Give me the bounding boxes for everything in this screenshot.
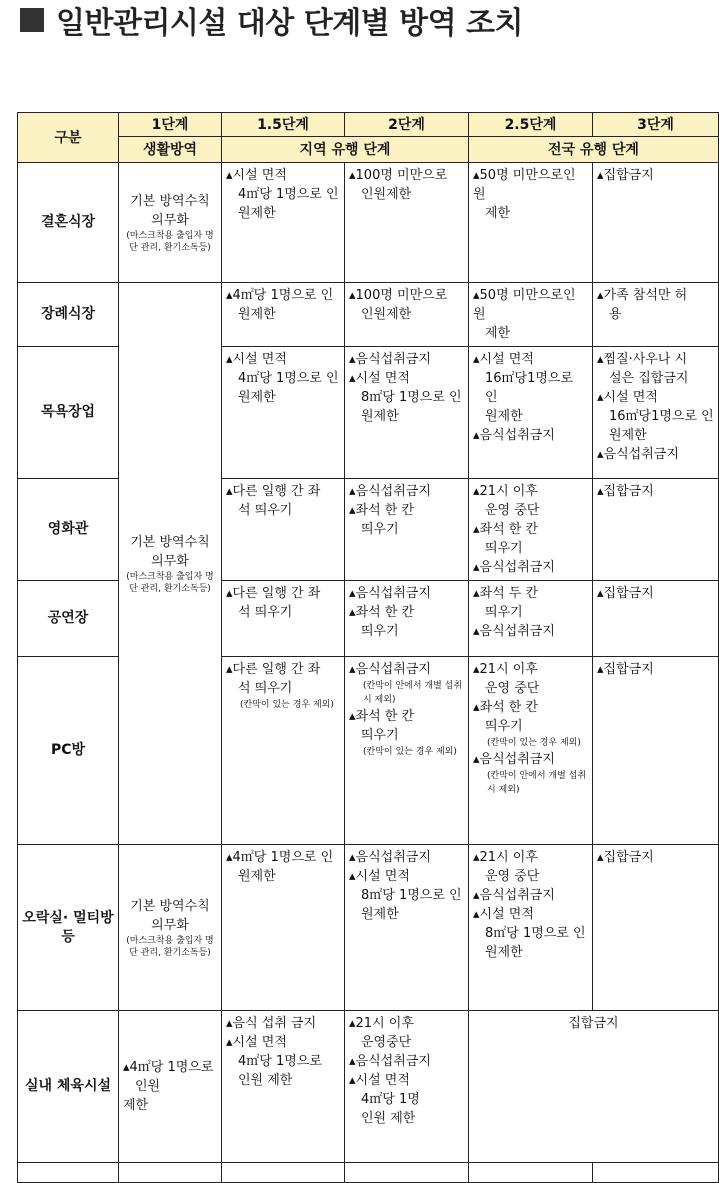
cell-l3 (593, 581, 719, 657)
measure-line: 제한 (123, 1098, 149, 1113)
measure-line: ▴음식섭취금지 (349, 850, 431, 865)
header-row-levels (18, 113, 719, 137)
cell-l3 (593, 347, 719, 479)
measure-line: ▴50명 미만으로인원 (473, 288, 576, 322)
cell-l25 (469, 845, 593, 1011)
measure-line: ▴집합금지 (597, 484, 654, 499)
level-2-header: 2단계 (345, 113, 469, 137)
measure-line: ▴4㎡당 1명으로 인 (226, 850, 334, 865)
measure-line: 4㎡당 1명으로 인 (238, 371, 339, 386)
phase-regional-header: 지역 유행 단계 (222, 137, 469, 163)
measure-line: 원제한 (485, 945, 523, 960)
measure-line: 석 띄우기 (238, 503, 293, 518)
measure-line: 8㎡당 1명으로 인 (361, 390, 462, 405)
basic-rules-cell (119, 283, 222, 845)
measure-line: 제한 (485, 326, 511, 341)
cell-l3 (593, 845, 719, 1011)
page-title (20, 0, 523, 40)
cell-l15 (222, 347, 345, 479)
cell-l2 (345, 657, 469, 845)
cell-l3 (593, 657, 719, 845)
cell-l3 (593, 479, 719, 581)
level-1-header: 1단계 (119, 113, 222, 137)
measure-line: ▴음식섭취금지 (349, 484, 431, 499)
measure-line: ▴음식 섭취 금지 (226, 1016, 317, 1031)
measure-line: 인원 제한 (361, 1111, 416, 1126)
header-row-phases (18, 137, 719, 163)
measure-line: ▴집합금지 (597, 168, 654, 183)
measure-line: ▴음식섭취금지 (473, 888, 555, 903)
cell-l15 (222, 657, 345, 845)
measure-line: ▴집합금지 (597, 850, 654, 865)
measure-line: 띄우기 (361, 522, 399, 537)
row-header-cinema: 영화관 (18, 479, 119, 581)
row-header-funeral: 장례식장 (18, 283, 119, 347)
measure-line: 운영 중단 (485, 681, 540, 696)
phase-daily-header: 생활방역 (119, 137, 222, 163)
measure-note: (칸막이 안에서 개별 섭취 시 제외) (363, 681, 463, 705)
measure-line: 띄우기 (485, 541, 523, 556)
measure-line: 설은 집합금지 (609, 371, 689, 386)
basic-rules-main: 기본 방역수칙 의무화 (130, 534, 210, 569)
measure-line: 제한 (485, 206, 511, 221)
measure-line: ▴다른 일행 간 좌 (226, 484, 321, 499)
measure-line: ▴시설 면적 (226, 1035, 287, 1050)
measure-line: ▴4㎡당 1명으로 인 (226, 288, 334, 303)
table-row (18, 283, 719, 347)
table-row-cut (18, 1163, 719, 1183)
measure-line: ▴음식섭취금지 (473, 560, 555, 575)
measure-line: 용 (609, 307, 622, 322)
square-bullet-icon (20, 8, 44, 32)
measure-line: 원제한 (238, 390, 276, 405)
measure-line: ▴시설 면적 (349, 1073, 410, 1088)
measure-line: ▴21시 이후 (473, 484, 538, 499)
page-title-text: 일반관리시설 대상 단계별 방역 조치 (56, 6, 523, 41)
cell-l15 (222, 1011, 345, 1163)
basic-rules-cell (119, 163, 222, 283)
measure-line: 석 띄우기 (238, 605, 293, 620)
cell-l25 (469, 163, 593, 283)
table-row (18, 845, 719, 1011)
measure-line: ▴시설 면적 (597, 390, 658, 405)
measure-line: 인원제한 (361, 187, 412, 202)
measure-line: ▴음식섭취금지 (473, 624, 555, 639)
measure-line: 8㎡당 1명으로 인 (361, 888, 462, 903)
measure-line: 운영중단 (361, 1035, 412, 1050)
basic-rules-main: 기본 방역수칙 의무화 (130, 193, 210, 228)
measure-line: ▴좌석 한 칸 (473, 522, 539, 537)
measure-line: ▴100명 미만으로 (349, 288, 448, 303)
measure-line: ▴4㎡당 1명으로 (123, 1060, 214, 1075)
level-3-header: 3단계 (593, 113, 719, 137)
measure-line: ▴음식섭취금지 (349, 1054, 431, 1069)
header-corner: 구분 (18, 113, 119, 163)
measure-line: ▴시설 면적 (473, 352, 534, 367)
measure-line: ▴집합금지 (597, 586, 654, 601)
cell-l1 (119, 1011, 222, 1163)
cell-l2 (345, 479, 469, 581)
measure-line: 운영 중단 (485, 503, 540, 518)
cell-l2 (345, 347, 469, 479)
measure-line: 4㎡당 1명으로 인원제한 (238, 187, 339, 221)
cell-l2 (345, 163, 469, 283)
basic-rules-note: (마스크착용 출입자 명단 관리, 환기소독등) (126, 571, 214, 594)
measure-line: 원제한 (361, 907, 399, 922)
measure-line: 16㎡당1명으로 인 (609, 409, 714, 424)
measure-line: 4㎡당 1명으로 (238, 1054, 322, 1069)
basic-rules-note: (마스크착용 출입자 명단 관리, 환기소독등) (126, 230, 214, 253)
measure-line: 원제한 (609, 428, 647, 443)
measure-line: 석 띄우기 (238, 681, 293, 696)
row-header-theater: 공연장 (18, 581, 119, 657)
measure-line: ▴음식섭취금지 (473, 752, 555, 767)
cell-l25 (469, 479, 593, 581)
measure-line: ▴100명 미만으로 (349, 168, 448, 183)
row-header-bathhouse: 목욕장업 (18, 347, 119, 479)
basic-rules-cell (119, 845, 222, 1011)
measure-line: ▴21시 이후 (473, 850, 538, 865)
measure-line: 띄우기 (485, 719, 523, 734)
cell-l15 (222, 163, 345, 283)
measure-line: ▴음식섭취금지 (597, 447, 679, 462)
measure-line: 원제한 (361, 409, 399, 424)
basic-rules-main: 기본 방역수칙 의무화 (130, 898, 210, 933)
measure-line: ▴50명 미만으로인원 (473, 168, 576, 202)
level-1-5-header: 1.5단계 (222, 113, 345, 137)
measure-note: (칸막이 안에서 개별 섭취 시 제외) (487, 771, 587, 795)
row-header-arcade: 오락실· 멀티방 등 (18, 845, 119, 1011)
measure-line: 4㎡당 1명 (361, 1092, 420, 1107)
phase-national-header: 전국 유행 단계 (469, 137, 719, 163)
measure-line: ▴음식섭취금지 (473, 428, 555, 443)
measure-note: (칸막이 있는 경우 제외) (487, 738, 581, 748)
measure-line: 인원 (135, 1079, 161, 1094)
measure-line: ▴가족 참석만 허 (597, 288, 688, 303)
measure-line: ▴좌석 한 칸 (473, 700, 539, 715)
measure-line: 원제한 (485, 409, 523, 424)
cell-l25 (469, 657, 593, 845)
measure-line: ▴좌석 두 칸 (473, 586, 539, 601)
measure-line: ▴집합금지 (597, 662, 654, 677)
cell-l15 (222, 845, 345, 1011)
measure-line: ▴좌석 한 칸 (349, 709, 415, 724)
measure-line: 8㎡당 1명으로 인 (485, 926, 586, 941)
measure-line: ▴좌석 한 칸 (349, 503, 415, 518)
measure-line: ▴21시 이후 (349, 1016, 414, 1031)
measure-line: ▴음식섭취금지 (349, 662, 431, 677)
measures-table (17, 112, 719, 1183)
cell-l25 (469, 581, 593, 657)
measure-line: ▴다른 일행 간 좌 (226, 586, 321, 601)
measure-line: 인원제한 (361, 307, 412, 322)
measure-line: ▴음식섭취금지 (349, 586, 431, 601)
cell-l2 (345, 1011, 469, 1163)
level-2-5-header: 2.5단계 (469, 113, 593, 137)
cell-l3 (593, 283, 719, 347)
measure-note: (칸막이 있는 경우 제외) (363, 747, 457, 757)
measure-line: ▴시설 면적 (226, 352, 287, 367)
cell-l15 (222, 581, 345, 657)
measure-line: 집합금지 (568, 1016, 619, 1031)
cell-l3 (593, 163, 719, 283)
measure-line: ▴21시 이후 (473, 662, 538, 677)
row-header-indoor-sports: 실내 체육시설 (18, 1011, 119, 1163)
cell-l2 (345, 845, 469, 1011)
cell-l25-l3 (469, 1011, 719, 1163)
table-row (18, 1011, 719, 1163)
measure-line: ▴시설 면적 (349, 371, 410, 386)
measure-line: ▴시설 면적 (349, 869, 410, 884)
measure-line: 띄우기 (361, 728, 399, 743)
measure-line: ▴다른 일행 간 좌 (226, 662, 321, 677)
cell-l25 (469, 283, 593, 347)
cell-l2 (345, 283, 469, 347)
measure-line: 원제한 (238, 869, 276, 884)
measure-line: ▴좌석 한 칸 (349, 605, 415, 620)
table-row (18, 163, 719, 283)
basic-rules-note: (마스크착용 출입자 명단 관리, 환기소독등) (126, 935, 214, 958)
measure-line: ▴음식섭취금지 (349, 352, 431, 367)
measure-line: 인원 제한 (238, 1073, 293, 1088)
row-header-pc-cafe: PC방 (18, 657, 119, 845)
measure-line: 원제한 (238, 307, 276, 322)
measure-line: ▴찜질·사우나 시 (597, 352, 688, 367)
cell-l15 (222, 479, 345, 581)
cell-l2 (345, 581, 469, 657)
cell-l25 (469, 347, 593, 479)
measure-line: 띄우기 (361, 624, 399, 639)
measure-line: 운영 중단 (485, 869, 540, 884)
measure-line: 16㎡당1명으로 인 (485, 371, 574, 405)
measure-note: (칸막이 있는 경우 제외) (240, 700, 334, 710)
measure-line: 띄우기 (485, 605, 523, 620)
measure-line: ▴시설 면적 (226, 168, 287, 183)
cell-l15 (222, 283, 345, 347)
row-header-wedding: 결혼식장 (18, 163, 119, 283)
measure-line: ▴시설 면적 (473, 907, 534, 922)
